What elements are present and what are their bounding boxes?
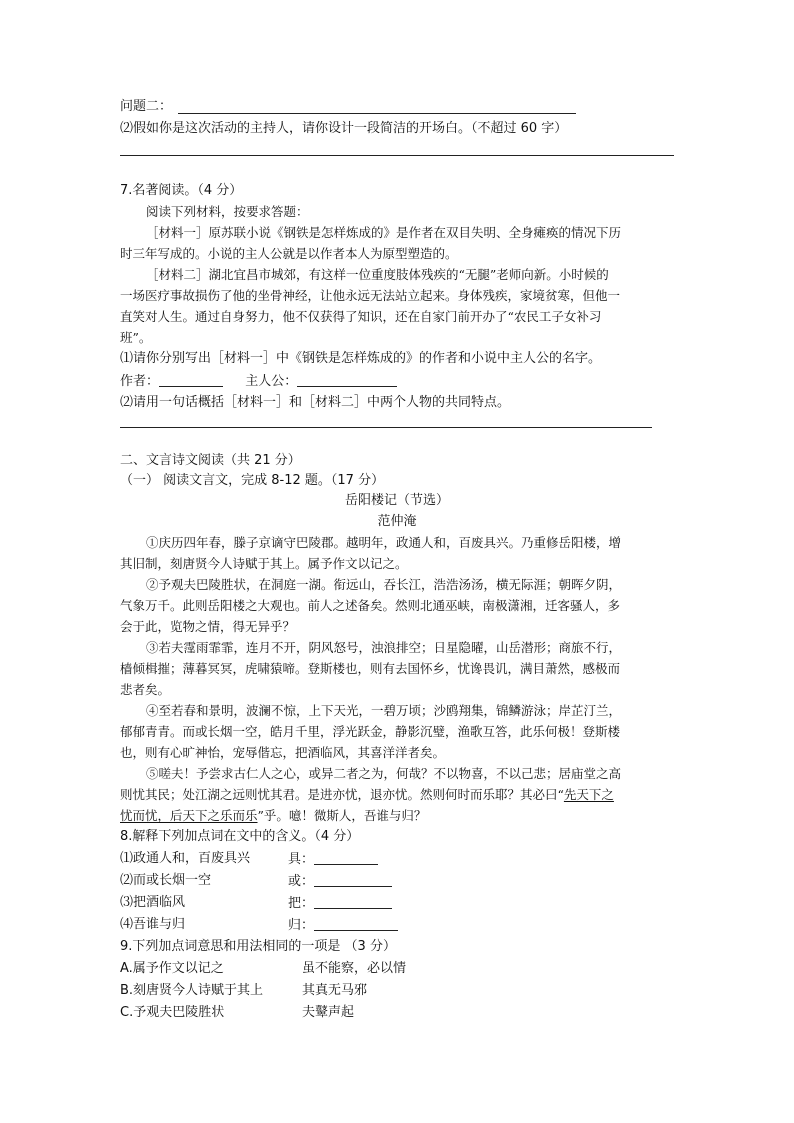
- author-answer-blank[interactable]: [159, 372, 223, 387]
- p5-line3-text: ”乎。噫！微斯人，吾谁与归？: [257, 808, 427, 823]
- q7-title: 7.名著阅读。（4 分）: [120, 183, 243, 198]
- p2-line1: ②予观夫巴陵胜状，在洞庭一湖。衔远山，吞长江，浩浩汤汤，横无际涯；朝晖夕阴，: [146, 577, 622, 592]
- q7-material2-line1: ［材料二］湖北宜昌市城郊，有这样一位重度肢体残疾的“无腿”老师向新。小时候的: [146, 267, 609, 282]
- p2-line3: 会于此，览物之情，得无异乎？: [120, 619, 296, 634]
- p5-line1: ⑤嗟夫！予尝求古仁人之心，或异二者之为，何哉？不以物喜，不以己悲；居庙堂之高: [146, 766, 622, 781]
- issue2-answer-line[interactable]: [178, 113, 576, 114]
- p5-line3: [120, 807, 426, 825]
- q7-instruction: 阅读下列材料，按要求答题：: [146, 204, 309, 219]
- p4-line3: 也，则有心旷神怡，宠辱偕忘，把酒临风，其喜洋洋者矣。: [120, 745, 446, 760]
- q8-item-label: 把：: [288, 896, 315, 911]
- q2-answer-line[interactable]: [120, 155, 674, 156]
- q8-item-answer: [288, 850, 378, 869]
- p5-line2-underlined: 先天下之: [563, 787, 614, 802]
- p4-line1: ④至若春和景明，波澜不惊，上下天光，一碧万顷；沙鸥翔集，锦鳞游泳；岸芷汀兰，: [146, 703, 622, 718]
- q8-answer-blank[interactable]: [314, 872, 392, 887]
- q8-item: [120, 850, 250, 868]
- q8-item-label: 具：: [288, 852, 315, 867]
- p5-line3-underlined: 忧而忧，后天下之乐而乐: [120, 808, 258, 823]
- q8-answer-blank[interactable]: [314, 894, 392, 909]
- p2-line2: 气象万千。此则岳阳楼之大观也。前人之述备矣。然则北通巫峡，南极潇湘，迁客骚人，多: [120, 598, 621, 613]
- q8-item-label: 或：: [288, 874, 315, 889]
- q8-item-answer: [288, 894, 392, 913]
- q8-item-text: ⑶把酒临风: [120, 895, 186, 910]
- author-label: 作者：: [120, 374, 160, 389]
- p1-line1: ①庆历四年春，滕子京谪守巴陵郡。越明年，政通人和，百废具兴。乃重修岳阳楼，增: [146, 535, 622, 550]
- q7-sub1: ⑴请你分别写出［材料一］中《钢铁是怎样炼成的》的作者和小说中主人公的名字。: [120, 351, 602, 366]
- q8-answer-blank[interactable]: [314, 850, 378, 865]
- q8-item-text: ⑵而或长烟一空: [120, 873, 212, 888]
- issue2-line: [120, 98, 172, 116]
- p3-line3: 悲者矣。: [120, 682, 171, 697]
- q7-sub2: ⑵请用一句话概括［材料一］和［材料二］中两个人物的共同特点。: [120, 395, 511, 410]
- p3-line2: 樯倾楫摧；薄暮冥冥，虎啸猿啼。登斯楼也，则有去国怀乡，忧谗畏讥，满目萧然，感极而: [120, 661, 621, 676]
- q9-option-a-right: 虽不能察，必以情: [302, 961, 407, 976]
- q8-item: [120, 872, 211, 890]
- section2-part1: （一） 阅读文言文，完成 8-12 题。（17 分）: [120, 473, 385, 488]
- q8-item-answer: [288, 872, 392, 891]
- q8-answer-blank[interactable]: [314, 916, 398, 931]
- q9-option-b-right: 其真无马邪: [302, 983, 368, 998]
- essay-title: 岳阳楼记（节选）: [344, 493, 449, 508]
- section2-title: 二、文言诗文阅读（共 21 分）: [120, 453, 301, 468]
- p5-line2-text: 则忧其民；处江湖之远则忧其君。是进亦忧，退亦忧。然则何时而乐耶？其必曰“: [120, 787, 564, 802]
- q7-sub2-answer-line[interactable]: [120, 427, 652, 428]
- q9-option-c-right: 夫鼙声起: [302, 1005, 355, 1020]
- q7-answer-row: [120, 372, 397, 391]
- q9-option-c-left[interactable]: C.予观夫巴陵胜状: [120, 1005, 225, 1020]
- q7-material2-line3: 直笑对人生。通过自身努力，他不仅获得了知识，还在自家门前开办了“农民工子女补习: [120, 309, 602, 324]
- essay-author: 范仲淹: [377, 514, 417, 529]
- q8-title: 8.解释下列加点词在文中的含义。（4 分）: [120, 829, 360, 844]
- q8-item-text: ⑴政通人和，百废具兴: [120, 851, 251, 866]
- q8-item-label: 归：: [288, 918, 315, 933]
- p4-line2: 郁郁青青。而或长烟一空，皓月千里，浮光跃金，静影沉璧，渔歌互答，此乐何极！登斯楼: [120, 724, 621, 739]
- q7-material2-line4: 班”。: [120, 330, 152, 345]
- q8-item-text: ⑷吾谁与归: [120, 917, 186, 932]
- q8-item: [120, 916, 185, 934]
- q9-option-b-left[interactable]: B.刻唐贤今人诗赋于其上: [120, 983, 264, 998]
- issue2-label: 问题二：: [120, 99, 173, 114]
- q8-item-answer: [288, 916, 398, 935]
- q9-option-a-left[interactable]: A.属予作文以记之: [120, 961, 224, 976]
- q7-material1-line1: ［材料一］原苏联小说《钢铁是怎样炼成的》是作者在双目失明、全身瘫痪的情况下历: [146, 225, 622, 240]
- q9-title: 9.下列加点词意思和用法相同的一项是 （3 分）: [120, 939, 396, 954]
- p5-line2: [120, 786, 614, 804]
- hero-answer-blank[interactable]: [297, 372, 397, 387]
- hero-label: 主人公：: [245, 374, 298, 389]
- p3-line1: ③若夫霪雨霏霏，连月不开，阴风怒号，浊浪排空；日星隐曜，山岳潜形；商旅不行，: [146, 640, 622, 655]
- q7-material1-line2: 时三年写成的。小说的主人公就是以作者本人为原型塑造的。: [120, 246, 458, 261]
- q8-item: [120, 894, 185, 912]
- q7-material2-line2: 一场医疗事故损伤了他的坐骨神经，让他永远无法站立起来。身体残疾，家境贫寒，但他一: [120, 288, 621, 303]
- p1-line2: 其旧制，刻唐贤今人诗赋于其上。属予作文以记之。: [120, 556, 408, 571]
- q2-prompt: ⑵假如你是这次活动的主持人，请你设计一段简洁的开场白。（不超过 60 字）: [120, 121, 568, 136]
